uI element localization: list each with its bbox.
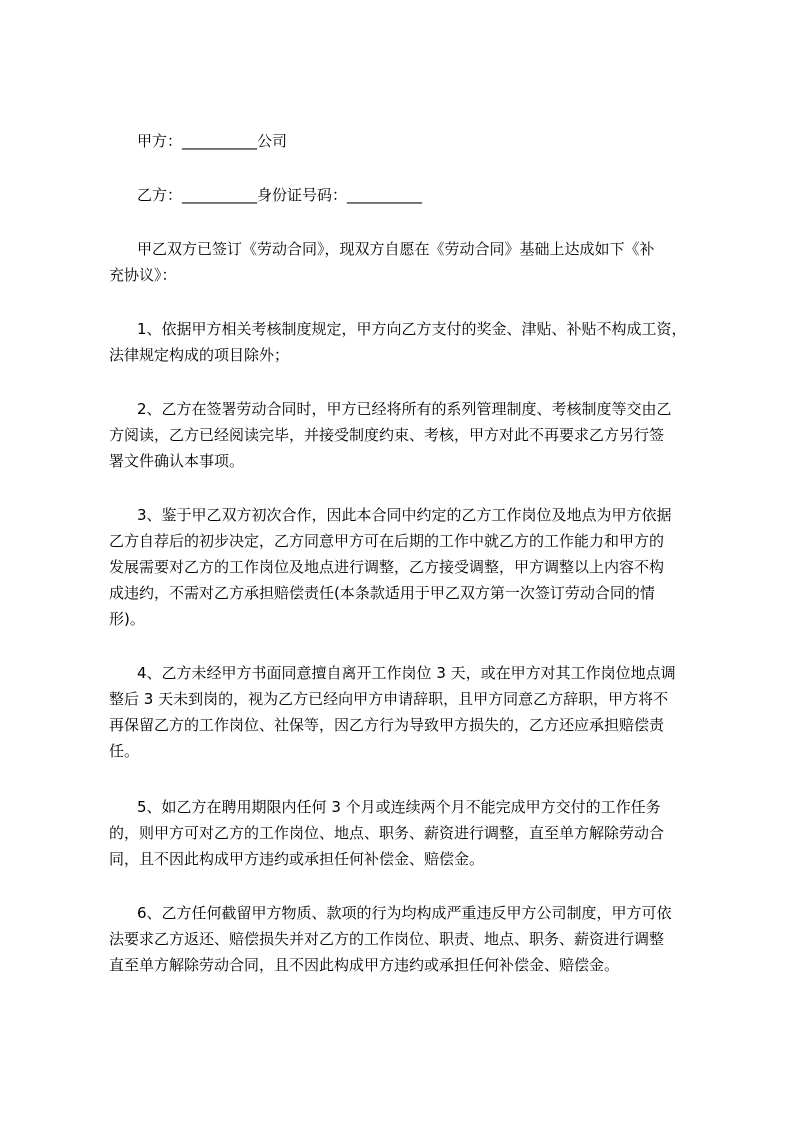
clause-2-line-2: 方阅读，乙方已经阅读完毕，并接受制度约束、考核，甲方对此不再要求乙方另行签 — [109, 426, 665, 444]
clause-3-line-2: 乙方自荐后的初步决定，乙方同意甲方可在后期的工作中就乙方的工作能力和甲方的 — [109, 532, 665, 550]
clause-6-line-3: 直至单方解除劳动合同，且不因此构成甲方违约或承担任何补偿金、赔偿金。 — [109, 956, 620, 974]
clause-4-line-2: 整后 3 天未到岗的，视为乙方已经向甲方申请辞职，且甲方同意乙方辞职，甲方将不 — [109, 690, 669, 708]
clause-2-line-1: 2、乙方在签署劳动合同时，甲方已经将所有的系列管理制度、考核制度等交由乙 — [137, 400, 672, 418]
clause-3-line-5: 形)。 — [109, 610, 145, 628]
clause-5-line-2: 的，则甲方可对乙方的工作岗位、地点、职务、薪资进行调整，直至单方解除劳动合 — [109, 824, 665, 842]
clause-5-line-3: 同，且不因此构成甲方违约或承担任何补偿金、赔偿金。 — [109, 850, 485, 868]
clause-3-line-1: 3、鉴于甲乙双方初次合作，因此本合同中约定的乙方工作岗位及地点为甲方依据 — [137, 506, 672, 524]
intro-line-2: 充协议》： — [109, 266, 177, 284]
clause-6-line-1: 6、乙方任何截留甲方物质、款项的行为均构成严重违反甲方公司制度，甲方可依 — [137, 904, 672, 922]
intro-line-1: 甲乙双方已签订《劳动合同》，现双方自愿在《劳动合同》基础上达成如下《补 — [137, 240, 655, 258]
party-a-line: 甲方：__________公司 — [137, 132, 288, 150]
clause-6-line-2: 法要求乙方返还、赔偿损失并对乙方的工作岗位、职责、地点、职务、薪资进行调整 — [109, 930, 665, 948]
clause-4-line-3: 再保留乙方的工作岗位、社保等，因乙方行为导致甲方损失的，乙方还应承担赔偿责 — [109, 716, 665, 734]
clause-3-line-3: 发展需要对乙方的工作岗位及地点进行调整，乙方接受调整，甲方调整以上内容不构 — [109, 558, 665, 576]
party-b-line: 乙方：__________身份证号码：__________ — [137, 186, 423, 204]
clause-1-line-2: 法律规定构成的项目除外； — [109, 346, 290, 364]
clause-1-line-1: 1、依据甲方相关考核制度规定，甲方向乙方支付的奖金、津贴、补贴不构成工资， — [137, 320, 687, 338]
clause-3-line-4: 成违约，不需对乙方承担赔偿责任(本条款适用于甲乙双方第一次签订劳动合同的情 — [109, 584, 655, 602]
clause-4-line-4: 任。 — [109, 742, 140, 760]
clause-2-line-3: 署文件确认本事项。 — [109, 452, 245, 470]
clause-5-line-1: 5、如乙方在聘用期限内任何 3 个月或连续两个月不能完成甲方交付的工作任务 — [137, 798, 661, 816]
clause-4-line-1: 4、乙方未经甲方书面同意擅自离开工作岗位 3 天，或在甲方对其工作岗位地点调 — [137, 664, 676, 682]
